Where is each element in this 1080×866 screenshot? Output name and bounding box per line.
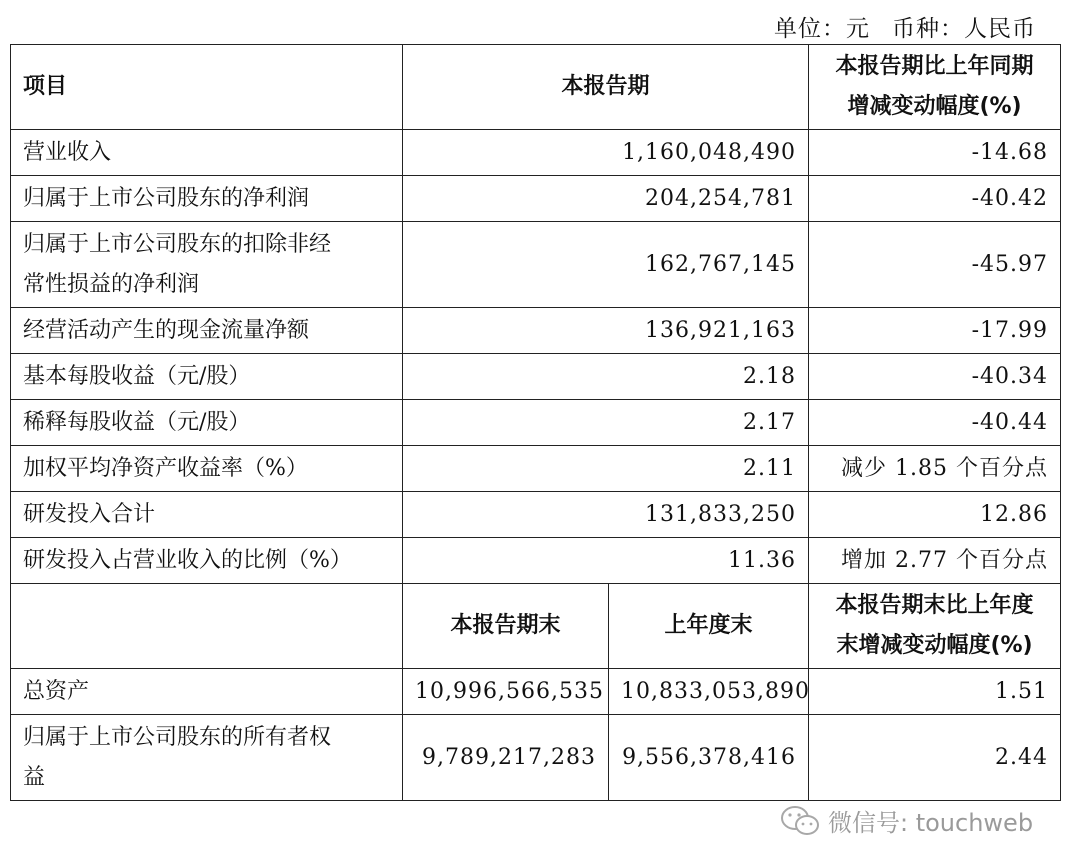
header-change-2 — [809, 584, 1061, 669]
header-row-1 — [11, 45, 1061, 130]
row-label: 稀释每股收益（元/股） — [11, 400, 403, 446]
row-label: 归属于上市公司股东的净利润 — [11, 176, 403, 222]
header-last-year-end: 上年度末 — [609, 584, 809, 669]
table-row — [11, 492, 1061, 538]
row-value: 2.11 — [403, 446, 809, 492]
row-label — [11, 715, 403, 801]
row-label: 经营活动产生的现金流量净额 — [11, 308, 403, 354]
header-empty-cell — [11, 584, 403, 669]
row-label-line1: 归属于上市公司股东的所有者权 — [23, 724, 332, 750]
table-row — [11, 222, 1061, 308]
row-change: 1.51 — [809, 669, 1061, 715]
row-label: 加权平均净资产收益率（%） — [11, 446, 403, 492]
table-row — [11, 400, 1061, 446]
row-label: 总资产 — [11, 669, 403, 715]
wechat-icon — [780, 804, 820, 838]
unit-label: 单位：元 — [774, 16, 870, 42]
row-last-year-end: 9,556,378,416 — [609, 715, 809, 801]
table-row — [11, 130, 1061, 176]
row-label — [11, 222, 403, 308]
row-label: 研发投入占营业收入的比例（%） — [11, 538, 403, 584]
row-label-line2: 常性损益的净利润 — [23, 271, 200, 297]
row-label: 研发投入合计 — [11, 492, 403, 538]
row-change: 增加 2.77 个百分点 — [809, 538, 1061, 584]
watermark — [780, 803, 1033, 838]
row-change: -40.34 — [809, 354, 1061, 400]
row-period-end: 9,789,217,283 — [403, 715, 609, 801]
row-period-end: 10,996,566,535 — [403, 669, 609, 715]
table-row — [11, 354, 1061, 400]
header-change2-line2: 末增减变动幅度(%) — [836, 633, 1033, 658]
header-row-2 — [11, 584, 1061, 669]
row-change: -40.42 — [809, 176, 1061, 222]
row-change: 2.44 — [809, 715, 1061, 801]
row-change: -17.99 — [809, 308, 1061, 354]
row-value: 204,254,781 — [403, 176, 809, 222]
unit-line — [774, 10, 1036, 43]
row-change: -45.97 — [809, 222, 1061, 308]
table-row — [11, 308, 1061, 354]
header-change-line1: 本报告期比上年同期 — [835, 54, 1034, 79]
header-period-end: 本报告期末 — [403, 584, 609, 669]
header-item: 项目 — [11, 45, 403, 130]
row-value: 2.17 — [403, 400, 809, 446]
table-row — [11, 176, 1061, 222]
row-label: 基本每股收益（元/股） — [11, 354, 403, 400]
watermark-text: 微信号: touchweb — [828, 809, 1034, 837]
row-value: 2.18 — [403, 354, 809, 400]
header-change2-line1: 本报告期末比上年度 — [835, 593, 1034, 618]
header-change-line2: 增减变动幅度(%) — [847, 94, 1022, 119]
currency-label: 币种：人民币 — [892, 16, 1036, 42]
row-change: -14.68 — [809, 130, 1061, 176]
row-last-year-end: 10,833,053,890 — [609, 669, 809, 715]
table-row — [11, 669, 1061, 715]
row-label: 营业收入 — [11, 130, 403, 176]
financial-table — [10, 44, 1061, 801]
table-row — [11, 538, 1061, 584]
row-change: 12.86 — [809, 492, 1061, 538]
row-change: -40.44 — [809, 400, 1061, 446]
row-change: 减少 1.85 个百分点 — [809, 446, 1061, 492]
row-value: 1,160,048,490 — [403, 130, 809, 176]
row-value: 131,833,250 — [403, 492, 809, 538]
row-label-line2: 益 — [23, 764, 46, 790]
table-row — [11, 715, 1061, 801]
row-value: 162,767,145 — [403, 222, 809, 308]
row-label-line1: 归属于上市公司股东的扣除非经 — [23, 231, 332, 257]
header-current-period: 本报告期 — [403, 45, 809, 130]
row-value: 136,921,163 — [403, 308, 809, 354]
table-row — [11, 446, 1061, 492]
row-value: 11.36 — [403, 538, 809, 584]
header-change — [809, 45, 1061, 130]
